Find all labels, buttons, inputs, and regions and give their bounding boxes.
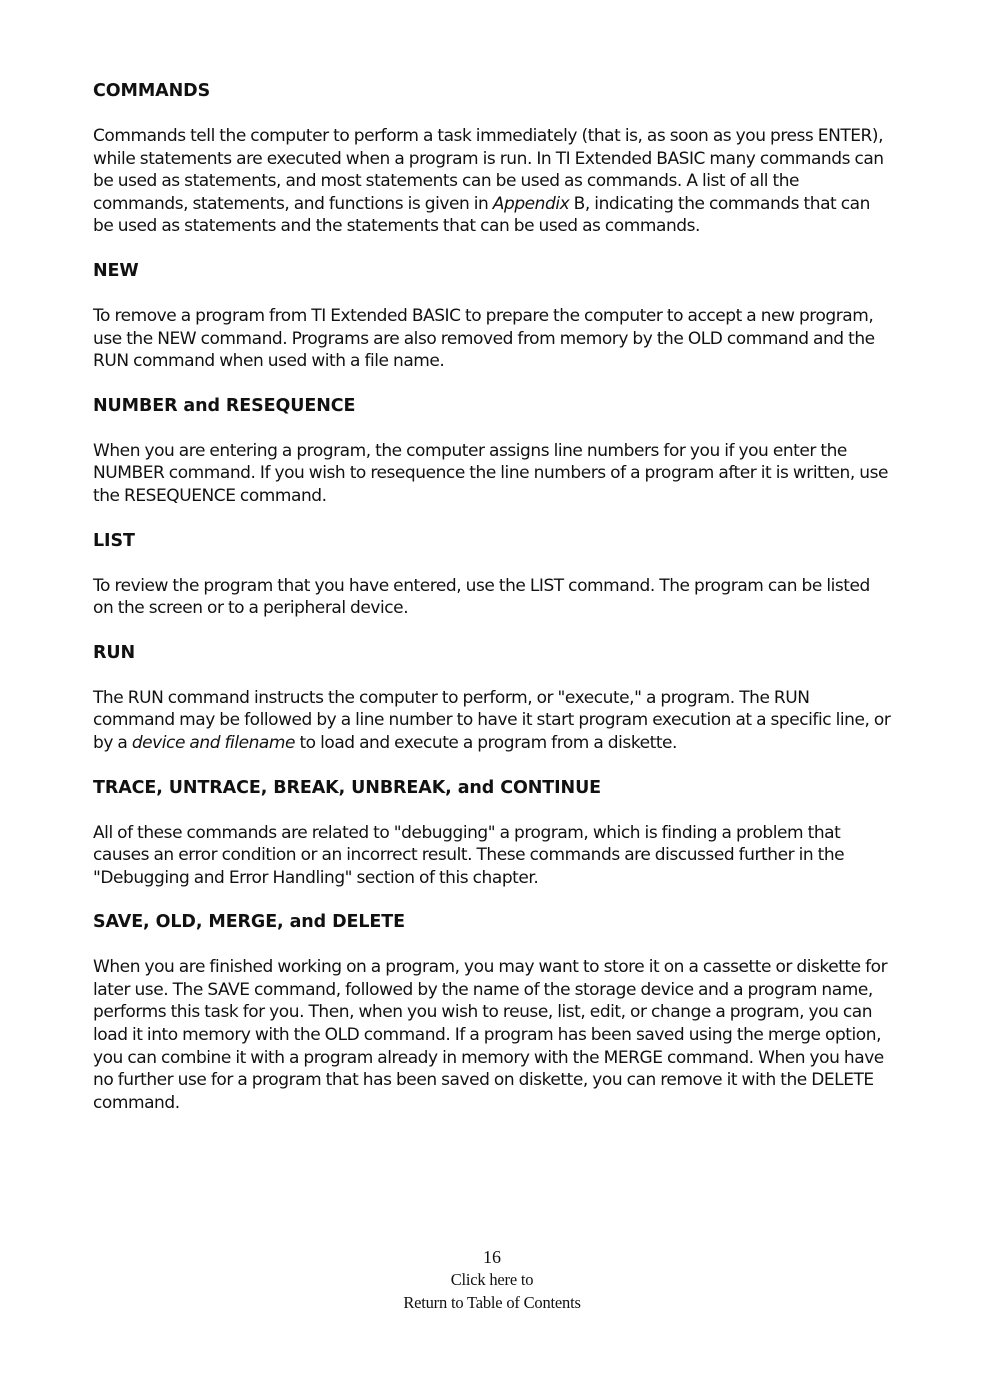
document-page [93, 80, 893, 1136]
section-body-trace-debug: All of these commands are related to "debugging" a program, which is finding a problem that causes an error condition or an incorrect result. These commands are discussed further in the "Debugging and Error Handling" section of this chapter. [93, 822, 845, 888]
toc-link-line-1[interactable]: Click here to [450, 1270, 534, 1289]
section-body-save-old-merge-delete: When you are finished working on a program, you may want to store it on a cassette or diskette for later use. The SAVE command, followed by the name of the storage device and a program name, performs this task for you. Then, when you wish to reuse, list, edit, or change a program, you can load it into memory with the OLD command. If a program has been saved using the merge option, you can combine it with a program already in memory with the MERGE command. When you have no further use for a program that has been saved on diskette, you can remove it with the DELETE command. [93, 957, 888, 1113]
section-body-new: To remove a program from TI Extended BASIC to prepare the computer to accept a new program, use the NEW command. Programs are also removed from memory by the OLD command and the RUN command when used with a file name. [93, 305, 875, 372]
device-filename-term: device and filename [131, 732, 296, 753]
page-footer [0, 1246, 984, 1314]
return-to-toc-link[interactable] [0, 1268, 984, 1314]
page-number: 16 [483, 1247, 501, 1267]
section-heading-run: RUN [93, 642, 136, 663]
section-body-number-resequence: When you are entering a program, the computer assigns line numbers for you if you enter the NUMBER command. If you wish to resequence the line numbers of a program after it is written, use the RESEQUENCE command. [93, 440, 889, 506]
section-heading-commands: COMMANDS [93, 81, 211, 101]
section-heading-new: NEW [93, 260, 139, 281]
body-text: B, indicating the commands that can be used as statements and the statements that can be used as commands. [93, 193, 870, 237]
section-heading-trace-debug: TRACE, UNTRACE, BREAK, UNBREAK, and CONTINUE [93, 777, 602, 798]
body-text: The RUN command instructs the computer to perform, or "execute," a program. The RUN command may be followed by a line number to have it start program execution at a specific line, or by a [93, 687, 891, 753]
section-body-commands [93, 125, 893, 238]
section-heading-save-old-merge-delete: SAVE, OLD, MERGE, and DELETE [93, 912, 405, 933]
body-text: to load and execute a program from a diskette. [295, 732, 678, 753]
body-text: Commands tell the computer to perform a task immediately (that is, as soon as you press ENTER), while statements are executed when a program is run. In TI Extended BASIC many commands can be used as statements, and most statements can be used as commands. A list of all the commands, statements, and functions is given in [93, 126, 884, 214]
appendix-reference: Appendix [492, 193, 570, 214]
section-body-run [93, 687, 893, 755]
section-heading-number-resequence: NUMBER and RESEQUENCE [93, 395, 356, 416]
section-heading-list: LIST [93, 530, 135, 551]
section-body-list: To review the program that you have entered, use the LIST command. The program can be listed on the screen or to a peripheral device. [93, 575, 870, 619]
toc-link-line-2[interactable]: Return to Table of Contents [403, 1293, 581, 1312]
